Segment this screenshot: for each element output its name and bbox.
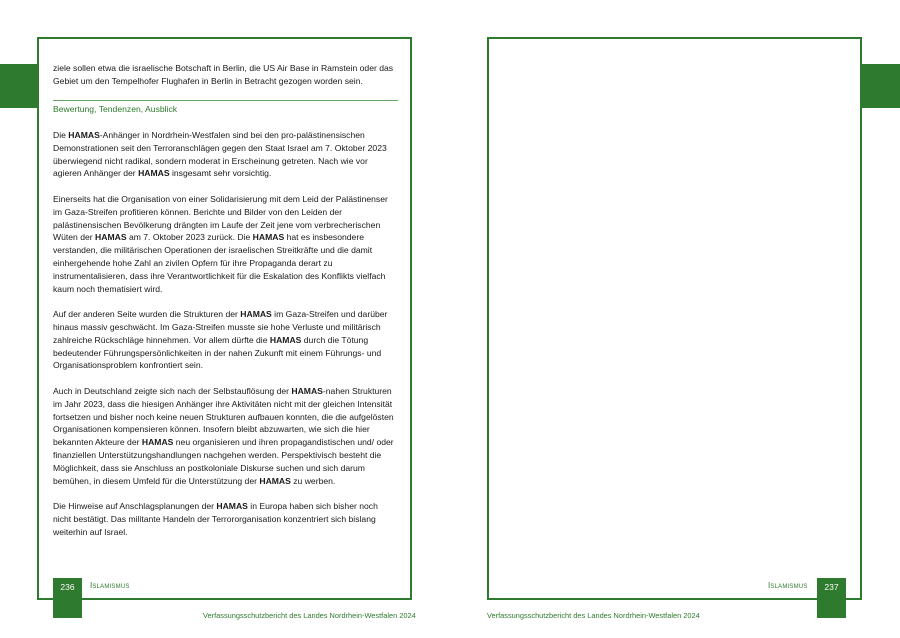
emphasis-term: HAMAS — [68, 129, 100, 140]
right-page-number: 237 — [824, 582, 839, 592]
paragraph: Einerseits hat die Organisation von einer Solidarisierung mit dem Leid der Palästinenser im Gaza-Streifen profitieren können. Berichte und Bilder von den Leiden der palästinensischen Bevölkerung drängten im Laufe der Zeit jene vom verbrecherischen Wüten der HAMAS am 7. Oktober 2023 zurück. Die HAMAS hat es insbesondere verstanden, die militärischen Operationen der israelischen Streitkräfte und die damit einhergehende hohe Zahl an zivilen Opfern für ihre Propaganda derart zu instrumentalisieren, dass ihre Verantwortlichkeit für die Eskalation des Konflikts vielfach kaum noch thematisiert wird. — [53, 193, 388, 294]
section-heading: Bewertung, Tendenzen, Ausblick — [53, 104, 178, 115]
emphasis-term: HAMAS — [291, 385, 323, 396]
paragraph: ziele sollen etwa die israelische Botschaft in Berlin, die US Air Base in Ramstein oder das Gebiet um den Tempelhofer Flughafen in Berlin in Betracht gezogen worden sein. — [53, 63, 394, 86]
right-page-frame — [487, 37, 862, 600]
emphasis-term: HAMAS — [252, 232, 285, 243]
paragraph: Die HAMAS-Anhänger in Nordrhein-Westfalen sind bei den pro-palästinensischen Demonstrationen seit den Terroranschlägen gegen den Staat Israel am 7. Oktober 2023 überwiegend nicht radikal, sondern moderat in Erscheinung getreten. Nach wie vor agieren Anhänger der HAMAS insgesamt sehr vorsichtig. — [53, 129, 387, 179]
emphasis-term: HAMAS — [138, 168, 170, 179]
emphasis-term: HAMAS — [240, 309, 272, 320]
left-running-head: Islamismus — [90, 581, 130, 590]
emphasis-term: HAMAS — [141, 437, 174, 448]
emphasis-term: HAMAS — [95, 232, 127, 243]
emphasis-term: HAMAS — [269, 334, 302, 345]
right-running-head: Islamismus — [768, 581, 808, 590]
paragraph: Auf der anderen Seite wurden die Strukturen der HAMAS im Gaza-Streifen und darüber hinaus massiv geschwächt. Im Gaza-Streifen musste sie hohe Verluste und militärisch zahlreiche Rückschläge hinnehmen. Vor allem dürfte die HAMAS durch die Tötung bedeutender Führungspersönlichkeiten in der nahen Zukunft mit einem Führungs- und Organisationsproblem konfrontiert sein. — [53, 309, 388, 371]
left-page-body — [53, 62, 398, 551]
right-edge-tab — [861, 64, 900, 108]
right-footer: Verfassungsschutzbericht des Landes Nordrhein-Westfalen 2024 — [487, 611, 700, 620]
left-edge-tab — [0, 64, 38, 108]
left-footer: Verfassungsschutzbericht des Landes Nordrhein-Westfalen 2024 — [203, 611, 416, 620]
paragraph: Auch in Deutschland zeigte sich nach der Selbstauflösung der HAMAS-nahen Strukturen im Jahr 2023, dass die hiesigen Anhänger ihre Aktivitäten nicht mit der gleichen Intensität fortsetzen und bisher noch keine neuen Strukturen aufbauen konnten, die die aufgelösten Organisationen kompensieren können. Insofern bleibt abzuwarten, wie sich die hier bekannten Akteure der HAMAS neu organisieren und ihren propagandistischen und/ oder finanziellen Unterstützungshandlungen nachgehen werden. Perspektivisch besteht die Möglichkeit, dass sie Anschluss an postkoloniale Diskurse suchen und sich darum bemühen, in diesem Umfeld für die Unterstützung der HAMAS zu werben. — [53, 385, 394, 486]
paragraph: Die Hinweise auf Anschlagsplanungen der HAMAS in Europa haben sich bisher noch nicht bestätigt. Das militante Handeln der Terrororganisation konzentriert sich bislang weiterhin auf Israel. — [53, 501, 378, 537]
left-page-number: 236 — [60, 582, 75, 592]
section-divider — [53, 100, 398, 101]
emphasis-term: HAMAS — [216, 501, 248, 512]
emphasis-term: HAMAS — [259, 475, 291, 486]
